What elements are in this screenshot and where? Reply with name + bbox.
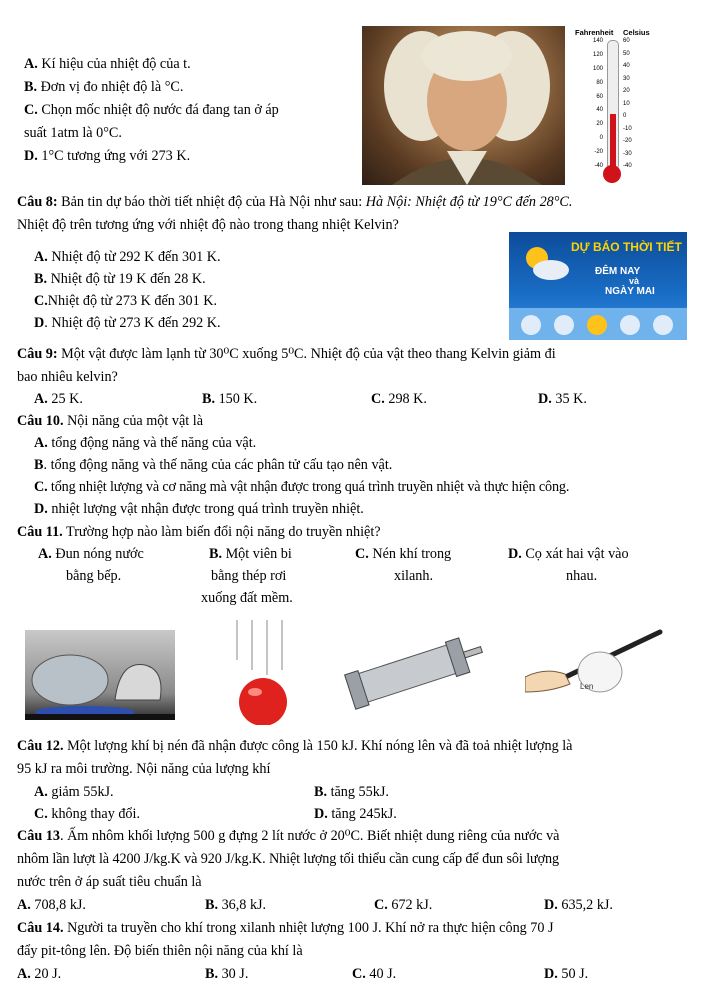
q10-option-a: A. tổng động năng và thế năng của vật.: [34, 435, 257, 451]
q13-option-d: D. 635,2 kJ.: [544, 897, 613, 913]
q7-option-c-cont: suất 1atm là 0°C.: [24, 125, 122, 141]
q14-option-d: D. 50 J.: [544, 966, 589, 982]
stove-pot-image: [25, 630, 175, 720]
q8-option-d: D. Nhiệt độ từ 273 K đến 292 K.: [34, 315, 221, 331]
q11-option-d: D. Cọ xát hai vật vào: [508, 546, 629, 562]
q11-option-d-cont: nhau.: [566, 568, 598, 584]
portrait-image: [362, 26, 567, 185]
q13-stem: Câu 13. Ấm nhôm khối lượng 500 g đựng 2 lít nước ở 20⁰C. Biết nhiệt dung riêng của nước và: [17, 828, 560, 844]
celsius-tick: 50: [623, 50, 630, 57]
q13-stem-line2: nhôm lần lượt là 4200 J/kg.K và 920 J/kg.K. Nhiệt lượng tối thiểu cần cung cấp để đun sôi lượng: [17, 851, 560, 867]
q11-option-b: B. Một viên bi: [209, 546, 292, 562]
rubbing-image: [525, 622, 665, 722]
q11-stem: Câu 11. Trường hợp nào làm biến đổi nội năng do truyền nhiệt?: [17, 524, 381, 540]
q12-option-a: A. giảm 55kJ.: [34, 784, 114, 800]
q7-option-a: A. Kí hiệu của nhiệt độ của t.: [24, 56, 191, 72]
rubbing-drawing: [525, 622, 665, 722]
q14-stem: Câu 14. Người ta truyền cho khí trong xilanh nhiệt lượng 100 J. Khí nở ra thực hiện công 70 J: [17, 920, 554, 936]
q10-option-d: D. nhiệt lượng vật nhận được trong quá trình truyền nhiệt.: [34, 501, 364, 517]
q11-option-b-cont2: xuống đất mềm.: [201, 590, 293, 606]
celsius-tick: 20: [623, 88, 630, 94]
wool-label: Len: [580, 682, 594, 691]
fahrenheit-tick: 80: [596, 79, 603, 86]
q9-option-d: D. 35 K.: [538, 391, 587, 407]
q12-stem: Câu 12. Một lượng khí bị nén đã nhận được công là 150 kJ. Khí nóng lên và đã toả nhiệt lượng là: [17, 738, 573, 754]
q7-option-d: D. 1°C tương ứng với 273 K.: [24, 148, 191, 164]
stove-pot-drawing: [25, 630, 175, 720]
steel-ball-drawing: [222, 620, 307, 725]
celsius-tick: 10: [623, 100, 630, 107]
celsius-tick: -10: [623, 125, 632, 132]
thermometer-image: [565, 26, 705, 185]
weather-title: DỰ BÁO THỜI TIẾT: [571, 240, 682, 254]
fahrenheit-tick: 20: [596, 121, 603, 128]
q9-option-a: A. 25 K.: [34, 391, 83, 407]
fahrenheit-tick: 60: [596, 93, 603, 100]
q7-option-b: B. Đơn vị đo nhiệt độ là °C.: [24, 79, 184, 95]
q13-stem-line3: nước trên ở áp suất tiêu chuẩn là: [17, 874, 202, 890]
q10-stem: Câu 10. Nội năng của một vật là: [17, 413, 203, 429]
celsius-label: Celsius: [623, 28, 650, 37]
q8-option-c: C.Nhiệt độ từ 273 K đến 301 K.: [34, 293, 218, 309]
q8-stem-line2: Nhiệt độ trên tương ứng với nhiệt độ nào trong thang nhiệt Kelvin?: [17, 217, 399, 233]
q7-option-c: C. Chọn mốc nhiệt độ nước đá đang tan ở áp: [24, 102, 279, 118]
q12-option-b: B. tăng 55kJ.: [314, 784, 389, 800]
q11-option-a-cont: bằng bếp.: [66, 568, 122, 584]
portrait-drawing: [362, 26, 567, 185]
q12-option-d: D. tăng 245kJ.: [314, 806, 397, 822]
celsius-tick: 0: [623, 113, 627, 119]
fahrenheit-tick: 120: [592, 51, 603, 58]
q9-option-b: B. 150 K.: [202, 391, 258, 407]
weather-line2: và: [629, 276, 640, 286]
q13-option-b: B. 36,8 kJ.: [205, 897, 267, 913]
q14-option-b: B. 30 J.: [205, 966, 249, 982]
celsius-tick: -20: [623, 138, 632, 144]
celsius-tick: 30: [623, 75, 630, 82]
celsius-tick: 40: [623, 63, 630, 69]
thermometer-bulb: [603, 165, 621, 183]
q8-option-a: A. Nhiệt độ từ 292 K đến 301 K.: [34, 249, 221, 265]
q9-stem: Câu 9: Một vật được làm lạnh từ 30⁰C xuống 5⁰C. Nhiệt độ của vật theo thang Kelvin giảm đi: [17, 346, 556, 362]
q13-option-c: C. 672 kJ.: [374, 897, 433, 913]
q8-stem: Câu 8: Bản tin dự báo thời tiết nhiệt độ của Hà Nội như sau: Hà Nội: Nhiệt độ từ 19°C đến 28°C.: [17, 194, 573, 210]
celsius-tick: -40: [623, 163, 632, 169]
cylinder-image: [337, 622, 487, 722]
q12-stem-line2: 95 kJ ra môi trường. Nội năng của lượng khí: [17, 761, 271, 777]
q12-option-c: C. không thay đổi.: [34, 806, 141, 822]
q10-option-c: C. tổng nhiệt lượng và cơ năng mà vật nhận được trong quá trình truyền nhiệt và thực hiện công.: [34, 479, 570, 495]
weather-line3: NGÀY MAI: [605, 286, 655, 297]
q11-option-c-cont: xilanh.: [394, 568, 434, 584]
q8-option-b: B. Nhiệt độ từ 19 K đến 28 K.: [34, 271, 206, 287]
weather-forecast-image: [509, 232, 687, 340]
q14-option-a: A. 20 J.: [17, 966, 62, 982]
thermometer-mercury: [610, 114, 616, 169]
fahrenheit-tick: 140: [592, 38, 603, 44]
q10-option-b: B. tổng động năng và thế năng của các phân tử cấu tạo nên vật.: [34, 457, 393, 473]
fahrenheit-tick: -40: [594, 163, 603, 169]
celsius-tick: -30: [623, 150, 632, 157]
q11-option-b-cont1: bằng thép rơi: [211, 568, 287, 584]
fahrenheit-tick: 40: [596, 107, 603, 114]
fahrenheit-label: Fahrenheit: [575, 28, 614, 37]
weather-line1: ĐÊM NAY: [595, 266, 641, 277]
cylinder-drawing: [337, 622, 487, 722]
fahrenheit-tick: 0: [599, 135, 603, 142]
q11-option-a: A. Đun nóng nước: [38, 546, 144, 562]
q9-option-c: C. 298 K.: [371, 391, 427, 407]
fahrenheit-tick: 100: [592, 65, 603, 72]
celsius-tick: 60: [623, 38, 630, 44]
q11-option-c: C. Nén khí trong: [355, 546, 452, 562]
q13-option-a: A. 708,8 kJ.: [17, 897, 86, 913]
q9-stem-line2: bao nhiêu kelvin?: [17, 369, 118, 385]
q14-option-c: C. 40 J.: [352, 966, 397, 982]
fahrenheit-tick: -20: [594, 149, 603, 156]
q14-stem-line2: đẩy pit-tông lên. Độ biến thiên nội năng của khí là: [17, 943, 303, 959]
steel-ball-image: [222, 620, 307, 725]
